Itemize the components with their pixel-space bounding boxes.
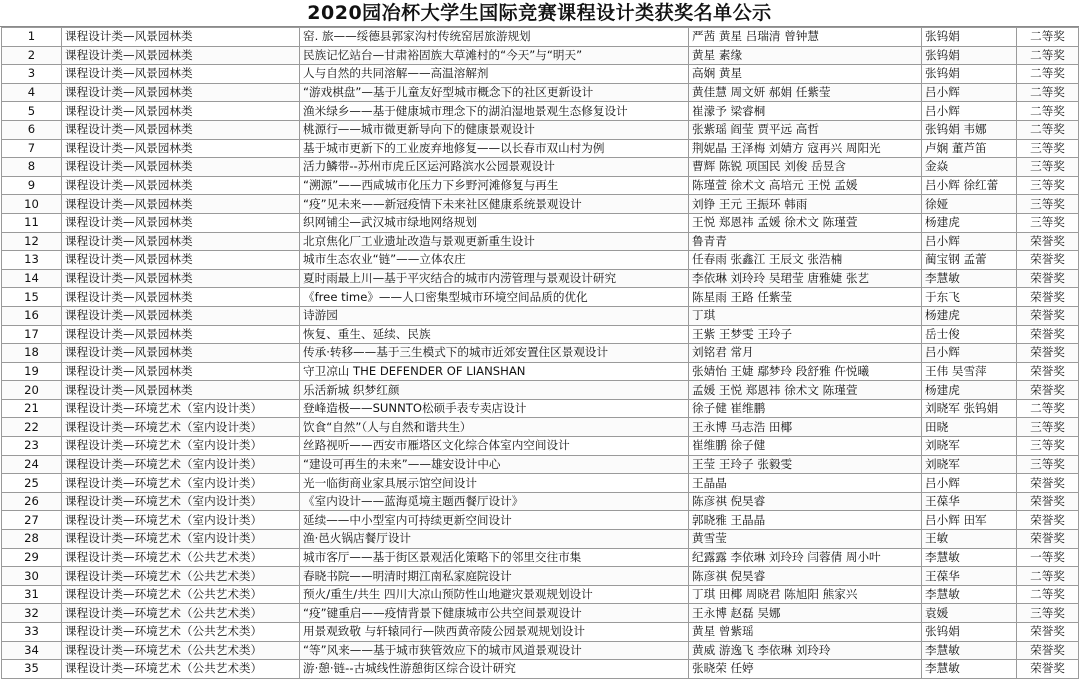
work-title-cell: “游戏棋盘”—基于儿童友好型城市概念下的社区更新设计 bbox=[300, 83, 689, 102]
advisor-cell: 杨建虎 bbox=[922, 306, 1017, 325]
award-level-cell: 荣誉奖 bbox=[1017, 623, 1079, 642]
work-title-cell: “溯源”——西咸城市化压力下乡野河滩修复与再生 bbox=[300, 176, 689, 195]
row-number: 11 bbox=[2, 213, 62, 232]
table-row bbox=[2, 418, 1079, 437]
category-cell: 课程设计类—环境艺术（室内设计类） bbox=[62, 455, 300, 474]
category-cell: 课程设计类—风景园林类 bbox=[62, 28, 300, 47]
table-row bbox=[2, 548, 1079, 567]
advisor-cell: 杨建虎 bbox=[922, 213, 1017, 232]
award-level-cell: 二等奖 bbox=[1017, 120, 1079, 139]
table-row bbox=[2, 28, 1079, 47]
table-row bbox=[2, 46, 1079, 65]
work-title-cell: 活力鱗带--苏州市虎丘区运河路滨水公园景观设计 bbox=[300, 158, 689, 177]
table-row bbox=[2, 251, 1079, 270]
category-cell: 课程设计类—风景园林类 bbox=[62, 288, 300, 307]
work-title-cell: 基于城市更新下的工业废弃地修复——以长春市双山村为例 bbox=[300, 139, 689, 158]
category-cell: 课程设计类—环境艺术（公共艺术类） bbox=[62, 585, 300, 604]
work-title-cell: 用景观致敬 与轩辕同行—陕西黄帝陵公园景观规划设计 bbox=[300, 623, 689, 642]
work-title-cell: 民族记忆站台—甘肃裕固族大草滩村的“今天”与“明天” bbox=[300, 46, 689, 65]
row-number: 30 bbox=[2, 567, 62, 586]
team-members-cell: 陈彦祺 倪昊睿 bbox=[689, 492, 922, 511]
work-title-cell: 窑. 旅——绥德县郭家沟村传统窑居旅游规划 bbox=[300, 28, 689, 47]
award-level-cell: 荣誉奖 bbox=[1017, 232, 1079, 251]
team-members-cell: 荆妮晶 王泽梅 刘婧方 寇再兴 周阳光 bbox=[689, 139, 922, 158]
award-level-cell: 荣誉奖 bbox=[1017, 641, 1079, 660]
team-members-cell: 张晓荣 任婷 bbox=[689, 660, 922, 679]
row-number: 7 bbox=[2, 139, 62, 158]
work-title-cell: 预火/重生/共生 四川大凉山预防性山地避灾景观规划设计 bbox=[300, 585, 689, 604]
advisor-cell: 李慧敏 bbox=[922, 585, 1017, 604]
work-title-cell: 人与自然的共同溶解——高温溶解剂 bbox=[300, 65, 689, 84]
table-row bbox=[2, 213, 1079, 232]
advisor-cell: 王伟 吴雪萍 bbox=[922, 362, 1017, 381]
advisor-cell: 刘晓军 张钨娟 bbox=[922, 399, 1017, 418]
category-cell: 课程设计类—风景园林类 bbox=[62, 232, 300, 251]
table-row bbox=[2, 139, 1079, 158]
row-number: 18 bbox=[2, 344, 62, 363]
award-table bbox=[1, 27, 1079, 679]
advisor-cell: 李慧敏 bbox=[922, 660, 1017, 679]
category-cell: 课程设计类—环境艺术（公共艺术类） bbox=[62, 567, 300, 586]
award-level-cell: 三等奖 bbox=[1017, 139, 1079, 158]
advisor-cell: 吕小辉 bbox=[922, 232, 1017, 251]
table-row bbox=[2, 474, 1079, 493]
award-level-cell: 三等奖 bbox=[1017, 176, 1079, 195]
category-cell: 课程设计类—风景园林类 bbox=[62, 83, 300, 102]
row-number: 8 bbox=[2, 158, 62, 177]
table-row bbox=[2, 567, 1079, 586]
row-number: 13 bbox=[2, 251, 62, 270]
category-cell: 课程设计类—风景园林类 bbox=[62, 269, 300, 288]
work-title-cell: 诗游园 bbox=[300, 306, 689, 325]
table-row bbox=[2, 65, 1079, 84]
row-number: 12 bbox=[2, 232, 62, 251]
category-cell: 课程设计类—风景园林类 bbox=[62, 362, 300, 381]
table-row bbox=[2, 585, 1079, 604]
award-level-cell: 三等奖 bbox=[1017, 604, 1079, 623]
advisor-cell: 卢娴 董芦笛 bbox=[922, 139, 1017, 158]
advisor-cell: 于东飞 bbox=[922, 288, 1017, 307]
category-cell: 课程设计类—风景园林类 bbox=[62, 344, 300, 363]
team-members-cell: 丁琪 bbox=[689, 306, 922, 325]
table-row bbox=[2, 269, 1079, 288]
work-title-cell: 守卫凉山 THE DEFENDER OF LIANSHAN bbox=[300, 362, 689, 381]
category-cell: 课程设计类—风景园林类 bbox=[62, 46, 300, 65]
work-title-cell: 桃源行——城市微更新导向下的健康景观设计 bbox=[300, 120, 689, 139]
team-members-cell: 张紫瑶 阎莹 贾平远 高哲 bbox=[689, 120, 922, 139]
work-title-cell: 《free time》——人口密集型城市环境空间品质的优化 bbox=[300, 288, 689, 307]
category-cell: 课程设计类—环境艺术（公共艺术类） bbox=[62, 548, 300, 567]
row-number: 26 bbox=[2, 492, 62, 511]
work-title-cell: 《室内设计——蓝海觅境主题西餐厅设计》 bbox=[300, 492, 689, 511]
advisor-cell: 杨建虎 bbox=[922, 381, 1017, 400]
category-cell: 课程设计类—风景园林类 bbox=[62, 176, 300, 195]
work-title-cell: 渔米绿乡——基于健康城市理念下的湖泊湿地景观生态修复设计 bbox=[300, 102, 689, 121]
work-title-cell: “疫”见未来——新冠疫情下未来社区健康系统景观设计 bbox=[300, 195, 689, 214]
category-cell: 课程设计类—环境艺术（公共艺术类） bbox=[62, 623, 300, 642]
table-row bbox=[2, 604, 1079, 623]
award-level-cell: 荣誉奖 bbox=[1017, 251, 1079, 270]
category-cell: 课程设计类—风景园林类 bbox=[62, 158, 300, 177]
team-members-cell: 张婧怡 王婕 鄢梦玲 段舒雅 仵悦曦 bbox=[689, 362, 922, 381]
team-members-cell: 鲁青青 bbox=[689, 232, 922, 251]
team-members-cell: 王永博 马志浩 田椰 bbox=[689, 418, 922, 437]
work-title-cell: “建设可再生的未来”——雄安设计中心 bbox=[300, 455, 689, 474]
category-cell: 课程设计类—风景园林类 bbox=[62, 195, 300, 214]
team-members-cell: 刘铮 王元 王振环 韩雨 bbox=[689, 195, 922, 214]
category-cell: 课程设计类—环境艺术（公共艺术类） bbox=[62, 604, 300, 623]
advisor-cell: 袁媛 bbox=[922, 604, 1017, 623]
category-cell: 课程设计类—风景园林类 bbox=[62, 381, 300, 400]
row-number: 10 bbox=[2, 195, 62, 214]
advisor-cell: 李慧敏 bbox=[922, 641, 1017, 660]
category-cell: 课程设计类—环境艺术（室内设计类） bbox=[62, 418, 300, 437]
category-cell: 课程设计类—环境艺术（室内设计类） bbox=[62, 530, 300, 549]
advisor-cell: 蔺宝钢 孟蕾 bbox=[922, 251, 1017, 270]
work-title-cell: 春晓书院——明清时期江南私家庭院设计 bbox=[300, 567, 689, 586]
table-row bbox=[2, 195, 1079, 214]
award-level-cell: 一等奖 bbox=[1017, 548, 1079, 567]
table-row bbox=[2, 176, 1079, 195]
award-level-cell: 三等奖 bbox=[1017, 437, 1079, 456]
team-members-cell: 王永博 赵磊 吴娜 bbox=[689, 604, 922, 623]
advisor-cell: 吕小辉 bbox=[922, 83, 1017, 102]
row-number: 6 bbox=[2, 120, 62, 139]
table-row bbox=[2, 120, 1079, 139]
team-members-cell: 孟媛 王悦 郑恩祎 徐术文 陈瑾萱 bbox=[689, 381, 922, 400]
table-row bbox=[2, 362, 1079, 381]
team-members-cell: 王莹 王玲子 张毅雯 bbox=[689, 455, 922, 474]
work-title-cell: 饮食“自然”（人与自然和谐共生） bbox=[300, 418, 689, 437]
advisor-cell: 田晓 bbox=[922, 418, 1017, 437]
award-level-cell: 三等奖 bbox=[1017, 158, 1079, 177]
work-title-cell: “疫”键重启——疫情背景下健康城市公共空间景观设计 bbox=[300, 604, 689, 623]
row-number: 28 bbox=[2, 530, 62, 549]
award-level-cell: 二等奖 bbox=[1017, 585, 1079, 604]
table-row bbox=[2, 623, 1079, 642]
award-level-cell: 三等奖 bbox=[1017, 213, 1079, 232]
team-members-cell: 徐子健 崔维鹏 bbox=[689, 399, 922, 418]
category-cell: 课程设计类—环境艺术（室内设计类） bbox=[62, 474, 300, 493]
category-cell: 课程设计类—风景园林类 bbox=[62, 120, 300, 139]
work-title-cell: 夏时雨最上川—基于平灾结合的城市内涝管理与景观设计研究 bbox=[300, 269, 689, 288]
team-members-cell: 王晶晶 bbox=[689, 474, 922, 493]
advisor-cell: 张钨娟 bbox=[922, 65, 1017, 84]
category-cell: 课程设计类—环境艺术（公共艺术类） bbox=[62, 660, 300, 679]
award-level-cell: 荣誉奖 bbox=[1017, 530, 1079, 549]
row-number: 1 bbox=[2, 28, 62, 47]
category-cell: 课程设计类—环境艺术（公共艺术类） bbox=[62, 641, 300, 660]
table-row bbox=[2, 344, 1079, 363]
award-level-cell: 二等奖 bbox=[1017, 65, 1079, 84]
work-title-cell: 北京焦化厂工业遗址改造与景观更新重生设计 bbox=[300, 232, 689, 251]
award-level-cell: 二等奖 bbox=[1017, 83, 1079, 102]
award-level-cell: 荣誉奖 bbox=[1017, 362, 1079, 381]
advisor-cell: 李慧敏 bbox=[922, 548, 1017, 567]
award-level-cell: 三等奖 bbox=[1017, 195, 1079, 214]
table-row bbox=[2, 288, 1079, 307]
team-members-cell: 王紫 王梦雯 王玲子 bbox=[689, 325, 922, 344]
advisor-cell: 王葆华 bbox=[922, 492, 1017, 511]
advisor-cell: 金焱 bbox=[922, 158, 1017, 177]
table-row bbox=[2, 530, 1079, 549]
team-members-cell: 崔濛予 梁睿桐 bbox=[689, 102, 922, 121]
award-level-cell: 荣誉奖 bbox=[1017, 660, 1079, 679]
work-title-cell: 恢复、重生、延续、民族 bbox=[300, 325, 689, 344]
advisor-cell: 岳士俊 bbox=[922, 325, 1017, 344]
advisor-cell: 张钨娟 韦娜 bbox=[922, 120, 1017, 139]
row-number: 31 bbox=[2, 585, 62, 604]
work-title-cell: “等”风来——基于城市狭管效应下的城市风道景观设计 bbox=[300, 641, 689, 660]
work-title-cell: 城市生态农业“链”——立体农庄 bbox=[300, 251, 689, 270]
row-number: 9 bbox=[2, 176, 62, 195]
row-number: 16 bbox=[2, 306, 62, 325]
team-members-cell: 曹辉 陈锐 项国民 刘俊 岳昱含 bbox=[689, 158, 922, 177]
row-number: 15 bbox=[2, 288, 62, 307]
row-number: 35 bbox=[2, 660, 62, 679]
table-row bbox=[2, 102, 1079, 121]
row-number: 23 bbox=[2, 437, 62, 456]
row-number: 5 bbox=[2, 102, 62, 121]
row-number: 20 bbox=[2, 381, 62, 400]
category-cell: 课程设计类—环境艺术（室内设计类） bbox=[62, 399, 300, 418]
work-title-cell: 光一临街商业家具展示馆空间设计 bbox=[300, 474, 689, 493]
team-members-cell: 郭晓雅 王晶晶 bbox=[689, 511, 922, 530]
work-title-cell: 延续——中小型室内可持续更新空间设计 bbox=[300, 511, 689, 530]
row-number: 4 bbox=[2, 83, 62, 102]
table-row bbox=[2, 660, 1079, 679]
advisor-cell: 吕小辉 徐红蕾 bbox=[922, 176, 1017, 195]
table-row bbox=[2, 437, 1079, 456]
work-title-cell: 城市客厅——基于街区景观活化策略下的邻里交往市集 bbox=[300, 548, 689, 567]
advisor-cell: 吕小辉 bbox=[922, 102, 1017, 121]
advisor-cell: 王葆华 bbox=[922, 567, 1017, 586]
team-members-cell: 崔维鹏 徐子健 bbox=[689, 437, 922, 456]
advisor-cell: 徐娅 bbox=[922, 195, 1017, 214]
advisor-cell: 刘晓军 bbox=[922, 455, 1017, 474]
row-number: 17 bbox=[2, 325, 62, 344]
award-level-cell: 荣誉奖 bbox=[1017, 511, 1079, 530]
row-number: 2 bbox=[2, 46, 62, 65]
award-level-cell: 荣誉奖 bbox=[1017, 325, 1079, 344]
work-title-cell: 渔·邑火锅店餐厅设计 bbox=[300, 530, 689, 549]
award-level-cell: 荣誉奖 bbox=[1017, 492, 1079, 511]
award-level-cell: 二等奖 bbox=[1017, 567, 1079, 586]
table-row bbox=[2, 492, 1079, 511]
team-members-cell: 刘铭君 常月 bbox=[689, 344, 922, 363]
team-members-cell: 黄星 曾紫瑶 bbox=[689, 623, 922, 642]
row-number: 22 bbox=[2, 418, 62, 437]
team-members-cell: 陈瑾萱 徐术文 高培元 王悦 孟媛 bbox=[689, 176, 922, 195]
team-members-cell: 黄星 素缘 bbox=[689, 46, 922, 65]
category-cell: 课程设计类—风景园林类 bbox=[62, 213, 300, 232]
award-level-cell: 三等奖 bbox=[1017, 455, 1079, 474]
row-number: 3 bbox=[2, 65, 62, 84]
team-members-cell: 纪露露 李依琳 刘玲玲 闫蓉倩 周小叶 bbox=[689, 548, 922, 567]
team-members-cell: 黄威 游逸飞 李依琳 刘玲玲 bbox=[689, 641, 922, 660]
category-cell: 课程设计类—风景园林类 bbox=[62, 306, 300, 325]
table-row bbox=[2, 455, 1079, 474]
team-members-cell: 黄雪莹 bbox=[689, 530, 922, 549]
award-table-body bbox=[2, 28, 1079, 679]
table-row bbox=[2, 158, 1079, 177]
team-members-cell: 王悦 郑恩祎 孟媛 徐术文 陈瑾萱 bbox=[689, 213, 922, 232]
award-level-cell: 荣誉奖 bbox=[1017, 344, 1079, 363]
row-number: 29 bbox=[2, 548, 62, 567]
row-number: 33 bbox=[2, 623, 62, 642]
category-cell: 课程设计类—环境艺术（室内设计类） bbox=[62, 492, 300, 511]
team-members-cell: 陈星雨 王路 任紫莹 bbox=[689, 288, 922, 307]
category-cell: 课程设计类—风景园林类 bbox=[62, 102, 300, 121]
award-level-cell: 二等奖 bbox=[1017, 102, 1079, 121]
advisor-cell: 刘晓军 bbox=[922, 437, 1017, 456]
table-row bbox=[2, 325, 1079, 344]
advisor-cell: 李慧敏 bbox=[922, 269, 1017, 288]
team-members-cell: 丁琪 田椰 周晓君 陈旭阳 熊家兴 bbox=[689, 585, 922, 604]
team-members-cell: 高娴 黄星 bbox=[689, 65, 922, 84]
work-title-cell: 织网铺尘—武汉城市绿地网络规划 bbox=[300, 213, 689, 232]
team-members-cell: 严茜 黄星 吕瑞清 曾钟慧 bbox=[689, 28, 922, 47]
row-number: 21 bbox=[2, 399, 62, 418]
team-members-cell: 李依琳 刘玲玲 吴珺莹 唐雅婕 张艺 bbox=[689, 269, 922, 288]
award-level-cell: 荣誉奖 bbox=[1017, 306, 1079, 325]
row-number: 32 bbox=[2, 604, 62, 623]
work-title-cell: 传承·转移——基于三生模式下的城市近郊安置住区景观设计 bbox=[300, 344, 689, 363]
work-title-cell: 丝路视听——西安市雁塔区文化综合体室内空间设计 bbox=[300, 437, 689, 456]
team-members-cell: 任春雨 张鑫江 王辰文 张浩楠 bbox=[689, 251, 922, 270]
advisor-cell: 张钨娟 bbox=[922, 46, 1017, 65]
table-row bbox=[2, 511, 1079, 530]
award-level-cell: 荣誉奖 bbox=[1017, 288, 1079, 307]
work-title-cell: 登峰造极——SUNNTO松硕手表专卖店设计 bbox=[300, 399, 689, 418]
award-level-cell: 三等奖 bbox=[1017, 418, 1079, 437]
table-row bbox=[2, 232, 1079, 251]
award-level-cell: 荣誉奖 bbox=[1017, 474, 1079, 493]
category-cell: 课程设计类—风景园林类 bbox=[62, 251, 300, 270]
row-number: 25 bbox=[2, 474, 62, 493]
page-title: 2020园冶杯大学生国际竞赛课程设计类获奖名单公示 bbox=[0, 0, 1079, 27]
advisor-cell: 张钨娟 bbox=[922, 623, 1017, 642]
advisor-cell: 吕小辉 bbox=[922, 344, 1017, 363]
category-cell: 课程设计类—环境艺术（室内设计类） bbox=[62, 511, 300, 530]
award-level-cell: 荣誉奖 bbox=[1017, 269, 1079, 288]
work-title-cell: 乐活新城 织梦红颜 bbox=[300, 381, 689, 400]
row-number: 24 bbox=[2, 455, 62, 474]
category-cell: 课程设计类—风景园林类 bbox=[62, 65, 300, 84]
advisor-cell: 吕小辉 bbox=[922, 474, 1017, 493]
category-cell: 课程设计类—风景园林类 bbox=[62, 325, 300, 344]
award-level-cell: 二等奖 bbox=[1017, 46, 1079, 65]
row-number: 27 bbox=[2, 511, 62, 530]
award-level-cell: 荣誉奖 bbox=[1017, 381, 1079, 400]
category-cell: 课程设计类—环境艺术（室内设计类） bbox=[62, 437, 300, 456]
advisor-cell: 张钨娟 bbox=[922, 28, 1017, 47]
row-number: 19 bbox=[2, 362, 62, 381]
team-members-cell: 陈彦祺 倪昊睿 bbox=[689, 567, 922, 586]
row-number: 14 bbox=[2, 269, 62, 288]
advisor-cell: 吕小辉 田军 bbox=[922, 511, 1017, 530]
table-row bbox=[2, 306, 1079, 325]
table-row bbox=[2, 381, 1079, 400]
team-members-cell: 黄佳慧 周文妍 郝娟 任紫莹 bbox=[689, 83, 922, 102]
table-row bbox=[2, 641, 1079, 660]
award-level-cell: 二等奖 bbox=[1017, 28, 1079, 47]
row-number: 34 bbox=[2, 641, 62, 660]
table-row bbox=[2, 399, 1079, 418]
advisor-cell: 王敏 bbox=[922, 530, 1017, 549]
work-title-cell: 游·憩·链--古城线性游憩街区综合设计研究 bbox=[300, 660, 689, 679]
award-level-cell: 二等奖 bbox=[1017, 399, 1079, 418]
category-cell: 课程设计类—风景园林类 bbox=[62, 139, 300, 158]
table-row bbox=[2, 83, 1079, 102]
